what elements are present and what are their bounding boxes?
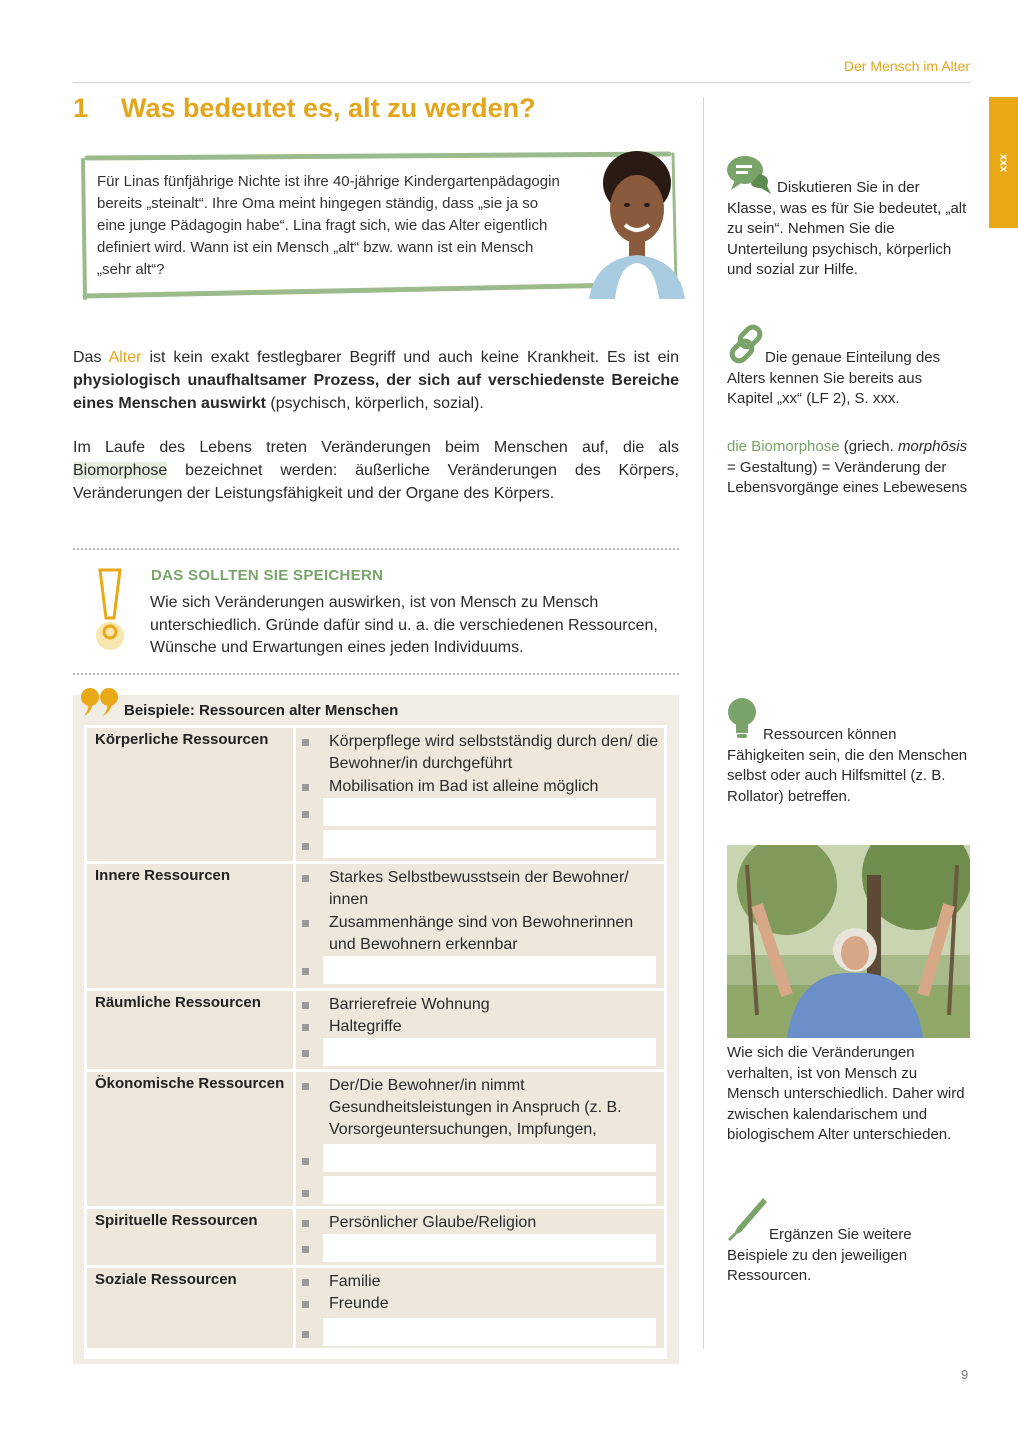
row-label: Innere Ressourcen [95, 867, 231, 884]
answer-field[interactable] [323, 1176, 656, 1204]
biomorphose-paragraph [73, 436, 679, 505]
row-label: Räumliche Ressourcen [95, 994, 261, 1011]
term-biomorphose: Biomorphose [73, 462, 168, 479]
para2-text: Im Laufe des Lebens treten Veränderungen beim Menschen auf, die als [73, 439, 679, 456]
side-tab [989, 97, 1018, 228]
para1-text: Das [73, 349, 109, 366]
quote-icon [80, 686, 120, 718]
table-row: Ökonomische Ressourcen Der/Die Bewohner/in nimmt Gesundheitsleistungen in Anspruch (z. B. Vorsorgeuntersuchungen, Impfungen, [87, 1072, 664, 1206]
row-label: Körperliche Ressourcen [95, 731, 269, 748]
story-line: eine junge Pädagogin habe“. Lina fragt sich, wie das Alter eigentlich [97, 217, 548, 234]
row-label: Soziale Ressourcen [95, 1271, 237, 1288]
page-title: Was bedeutet es, alt zu werden? [121, 93, 536, 123]
table-row: Innere Ressourcen Starkes Selbstbewusstsein der Bewohner/ innen Zusammenhänge sind von Bewohnerinnen und Bewohnern erkennbar [87, 864, 664, 988]
story-line: bereits „steinalt“. Ihre Oma meint hingegen ständig, dass „sie ja so [97, 195, 539, 212]
story-line: „sehr alt“? [97, 261, 165, 278]
side-tab-label: xxx [997, 153, 1010, 173]
intro-paragraph [73, 346, 679, 415]
section-number: 1 [73, 93, 89, 123]
column-divider [703, 97, 704, 1349]
header-rule [73, 82, 970, 83]
glossary-term: die Biomorphose [727, 438, 840, 455]
row-label: Spirituelle Ressourcen [95, 1212, 258, 1229]
save-text: Wie sich Veränderungen auswirken, ist von Mensch zu Mensch unterschiedlich. Gründe dafür sind u. a. die verschiedenen Ressourcen, Wünsche und Erwartungen eines jeden Individuums. [150, 594, 658, 656]
answer-field[interactable] [323, 956, 656, 984]
page-number: 9 [961, 1367, 969, 1382]
story-line: definiert wird. Wann ist ein Mensch „alt“ bzw. wann ist ein Mensch [97, 239, 534, 256]
glossary-entry: die Biomorphose (griech. morphōsis = Gestaltung) = Veränderung der Lebensvorgänge eines Lebewesens [727, 438, 968, 496]
table-row: Soziale Ressourcen Familie Freunde [87, 1268, 664, 1348]
senior-swing-photo [727, 845, 970, 1038]
answer-field[interactable] [323, 1144, 656, 1172]
answer-field[interactable] [323, 1038, 656, 1066]
answer-field[interactable] [323, 1318, 656, 1346]
answer-field[interactable] [323, 1234, 656, 1262]
answer-field[interactable] [323, 830, 656, 858]
tip-text: Ressourcen können Fähigkeiten sein, die den Menschen selbst oder auch Hilfsmittel (z. B. Rollator) betreffen. [727, 726, 968, 805]
answer-field[interactable] [323, 798, 656, 826]
story-line: Für Linas fünfjährige Nichte ist ihre 40-jährige Kindergartenpädagogin [97, 173, 560, 190]
term-alter: Alter [108, 349, 142, 366]
cross-reference: Die genaue Einteilung des Alters kennen Sie bereits aus Kapitel „xx“ (LF 2), S. xxx. [727, 349, 941, 407]
para1-text: (psychisch, körperlich, sozial). [265, 395, 484, 412]
photo-caption: Wie sich die Veränderungen verhalten, ist von Mensch zu Mensch unterschiedlich. Daher wird zwischen kalendarischem und biologischem Alter unterschieden. [727, 1044, 965, 1143]
supplement-task: Ergänzen Sie weitere Beispiele zu den jeweiligen Ressourcen. [727, 1226, 912, 1284]
story-text [97, 171, 597, 281]
para1-text: ist kein exakt festlegbarer Begriff und auch keine Krankheit. Es ist ein [141, 349, 680, 366]
table-row: Körperliche Ressourcen Körperpflege wird selbstständig durch den/ die Bewohner/in durchgeführt Mobilisation im Bad ist alleine möglich [87, 728, 664, 861]
examples-heading: Beispiele: Ressourcen alter Menschen [124, 702, 399, 719]
lina-portrait [585, 147, 685, 299]
exclamation-icon [86, 566, 130, 652]
table-row: Spirituelle Ressourcen Persönlicher Glaube/Religion [87, 1209, 664, 1265]
para2-text: bezeichnet werden: äußerliche Veränderungen des Körpers, Veränderungen der Leistungsfähigkeit und der Organe des Körpers. [73, 462, 679, 502]
para1-bold: physiologisch unaufhaltsamer Prozess, der sich auf verschiedenste Bereiche eines Menschen auswirkt [73, 372, 679, 412]
chapter-title: Der Mensch im Alter [843, 58, 970, 74]
discussion-task: Diskutieren Sie in der Klasse, was es für Sie bedeutet, „alt zu sein“. Nehmen Sie die Unterteilung psychisch, körperlich und sozial zur Hilfe. [727, 179, 967, 278]
save-title: DAS SOLLTEN SIE SPEICHERN [151, 567, 384, 584]
dotted-divider [73, 548, 679, 550]
table-row: Räumliche Ressourcen Barrierefreie Wohnung Haltegriffe [87, 991, 664, 1069]
row-label: Ökonomische Ressourcen [95, 1075, 285, 1092]
dotted-divider [73, 673, 679, 675]
